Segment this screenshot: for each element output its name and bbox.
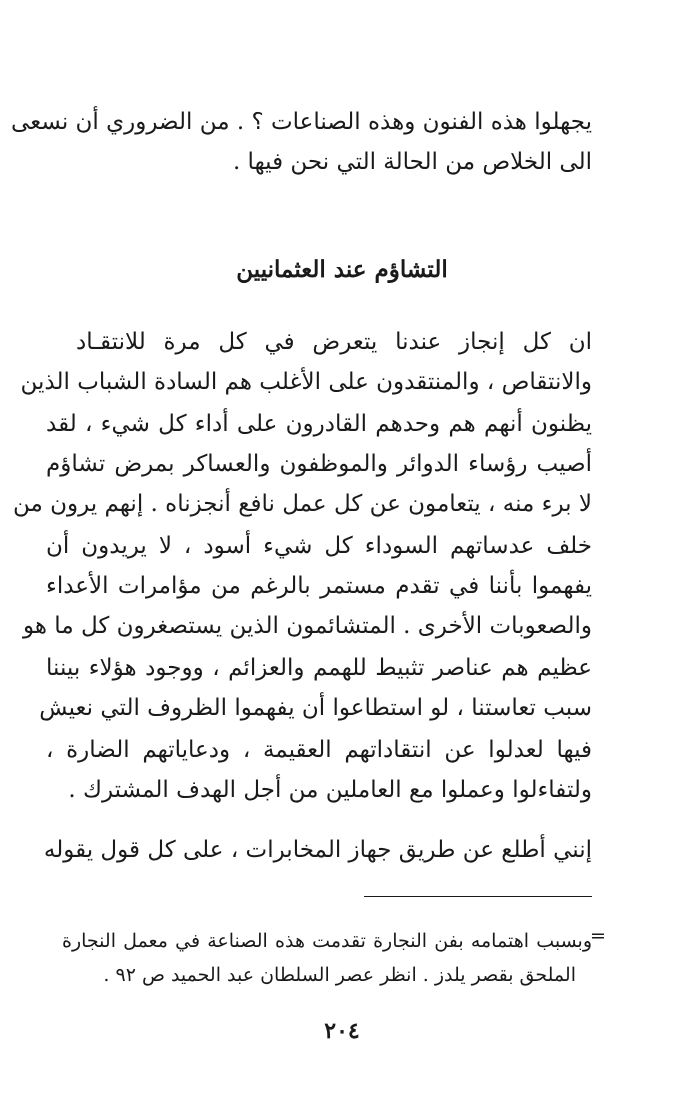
text-line: يجهلوا هذه الفنون وهذه الصناعات ؟ . من الضروري أن نسعى xyxy=(11,109,592,135)
text-line: الى الخلاص من الحالة التي نحن فيها . xyxy=(232,149,592,175)
text-line: يظنون أنهم هم وحدهم القادرون على أداء كل شيء ، لقد xyxy=(46,411,592,437)
footnote-divider xyxy=(364,896,592,897)
text-line: ولتفاءلوا وعملوا مع العاملين من أجل الهدف المشترك . xyxy=(68,777,592,803)
text-line: أصيب رؤساء الدوائر والموظفون والعساكر بمرض تشاؤم xyxy=(46,451,592,477)
section-heading: التشاؤم عند العثمانيين xyxy=(236,256,448,283)
text-line: يفهموا بأننا في تقدم مستمر بالرغم من مؤامرات الأعداء xyxy=(46,573,592,599)
text-line: خلف عدساتهم السوداء كل شيء أسود ، لا يريدون أن xyxy=(46,533,592,559)
paragraph-first-line: ان كل إنجاز عندنا يتعرض في كل مرة للانتقـاد xyxy=(76,329,592,355)
text-line: والانتقاص ، والمنتقدون على الأغلب هم السادة الشباب الذين xyxy=(20,369,592,395)
page-number: ٢٠٤ xyxy=(324,1018,360,1044)
text-line: سبب تعاستنا ، لو استطاعوا أن يفهموا الظروف التي نعيش xyxy=(39,695,592,721)
text-line: والصعوبات الأخرى . المتشائمون الذين يستصغرون كل ما هو xyxy=(22,613,592,639)
text-line: عظيم هم عناصر تثبيط للهمم والعزائم ، ووجود هؤلاء بيننا xyxy=(46,655,592,681)
footnote-marker: = xyxy=(590,925,606,947)
text-line: فيها لعدلوا عن انتقاداتهم العقيمة ، ودعاياتهم الضارة ، xyxy=(46,737,592,763)
footnote-line: الملحق بقصر يلدز . انظر عصر السلطان عبد الحميد ص ٩٢ . xyxy=(103,964,576,986)
paragraph-first-line: إنني أطلع عن طريق جهاز المخابرات ، على كل قول يقوله xyxy=(43,837,592,863)
text-line: لا برء منه ، يتعامون عن كل عمل نافع أنجزناه . إنهم يرون من xyxy=(12,491,592,517)
footnote-line: وبسبب اهتمامه بفن النجارة تقدمت هذه الصناعة في معمل النجارة xyxy=(62,930,592,952)
